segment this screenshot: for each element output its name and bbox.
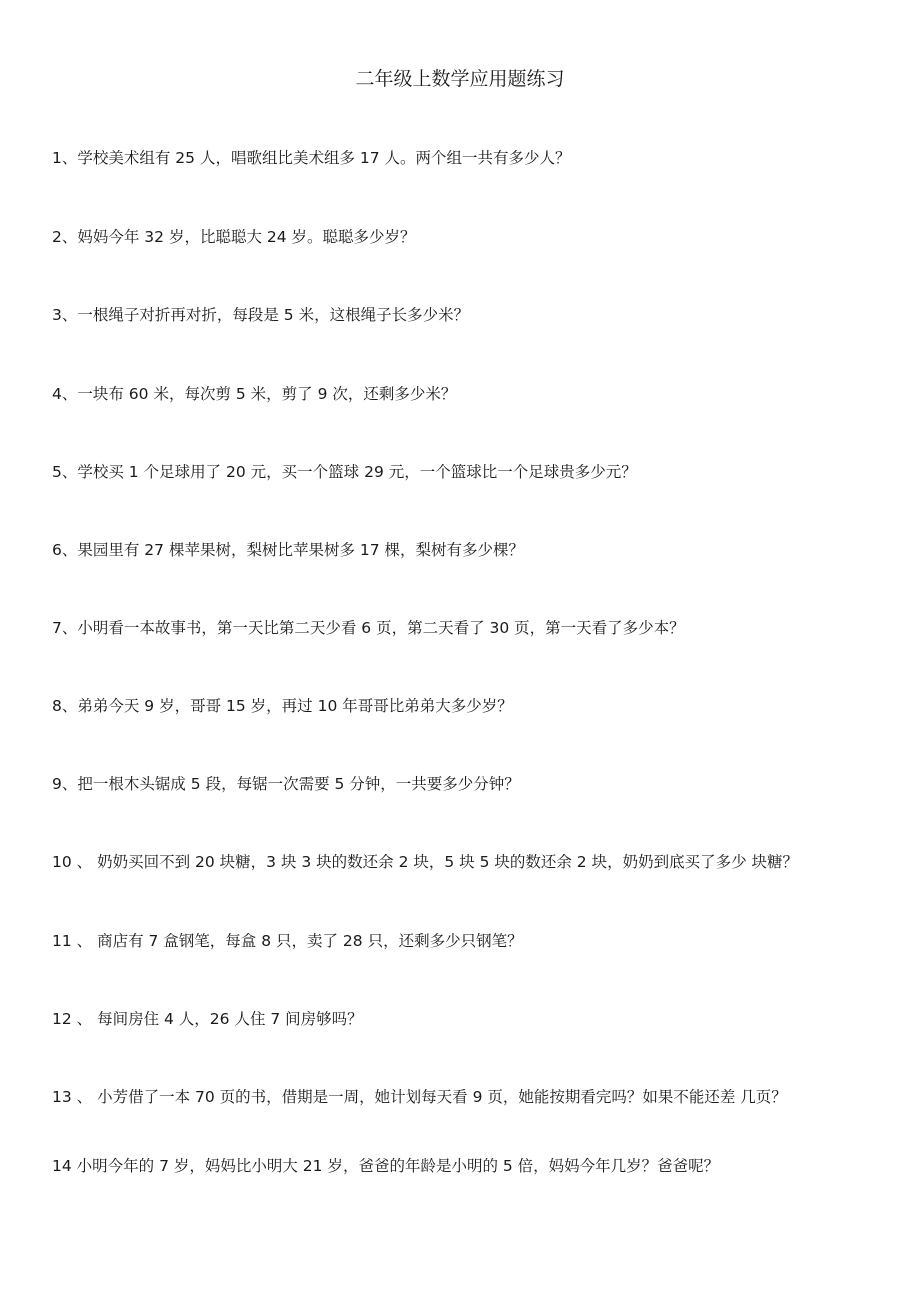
question-1: 1、学校美术组有 25 人，唱歌组比美术组多 17 人。两个组一共有多少人？ <box>52 149 571 167</box>
question-8: 8、弟弟今天 9 岁，哥哥 15 岁，再过 10 年哥哥比弟弟大多少岁？ <box>52 697 513 715</box>
question-12: 12 、 每间房住 4 人，26 人住 7 间房够吗？ <box>52 1010 363 1028</box>
question-9: 9、把一根木头锯成 5 段，每锯一次需要 5 分钟，一共要多少分钟？ <box>52 775 520 793</box>
page-title: 二年级上数学应用题练习 <box>355 68 565 90</box>
question-11: 11 、 商店有 7 盒钢笔，每盒 8 只，卖了 28 只，还剩多少只钢笔？ <box>52 932 523 950</box>
question-7: 7、小明看一本故事书，第一天比第二天少看 6 页，第二天看了 30 页，第一天看了多少本？ <box>52 619 685 637</box>
question-3: 3、一根绳子对折再对折，每段是 5 米，这根绳子长多少米？ <box>52 306 470 324</box>
question-4: 4、一块布 60 米，每次剪 5 米，剪了 9 次，还剩多少米？ <box>52 385 457 403</box>
question-2: 2、妈妈今年 32 岁，比聪聪大 24 岁。聪聪多少岁？ <box>52 228 416 246</box>
question-6: 6、果园里有 27 棵苹果树，梨树比苹果树多 17 棵，梨树有多少棵？ <box>52 541 525 559</box>
question-14: 14 小明今年的 7 岁，妈妈比小明大 21 岁，爸爸的年龄是小明的 5 倍，妈妈今年几岁？爸爸呢？ <box>52 1157 720 1175</box>
question-13: 13 、 小芳借了一本 70 页的书，借期是一周，她计划每天看 9 页，她能按期看完吗？如果不能还差 几页？ <box>52 1088 787 1106</box>
question-5: 5、学校买 1 个足球用了 20 元，买一个篮球 29 元，一个篮球比一个足球贵多少元？ <box>52 463 637 481</box>
question-10: 10 、 奶奶买回不到 20 块糖，3 块 3 块的数还余 2 块，5 块 5 块的数还余 2 块，奶奶到底买了多少 块糖？ <box>52 853 799 871</box>
